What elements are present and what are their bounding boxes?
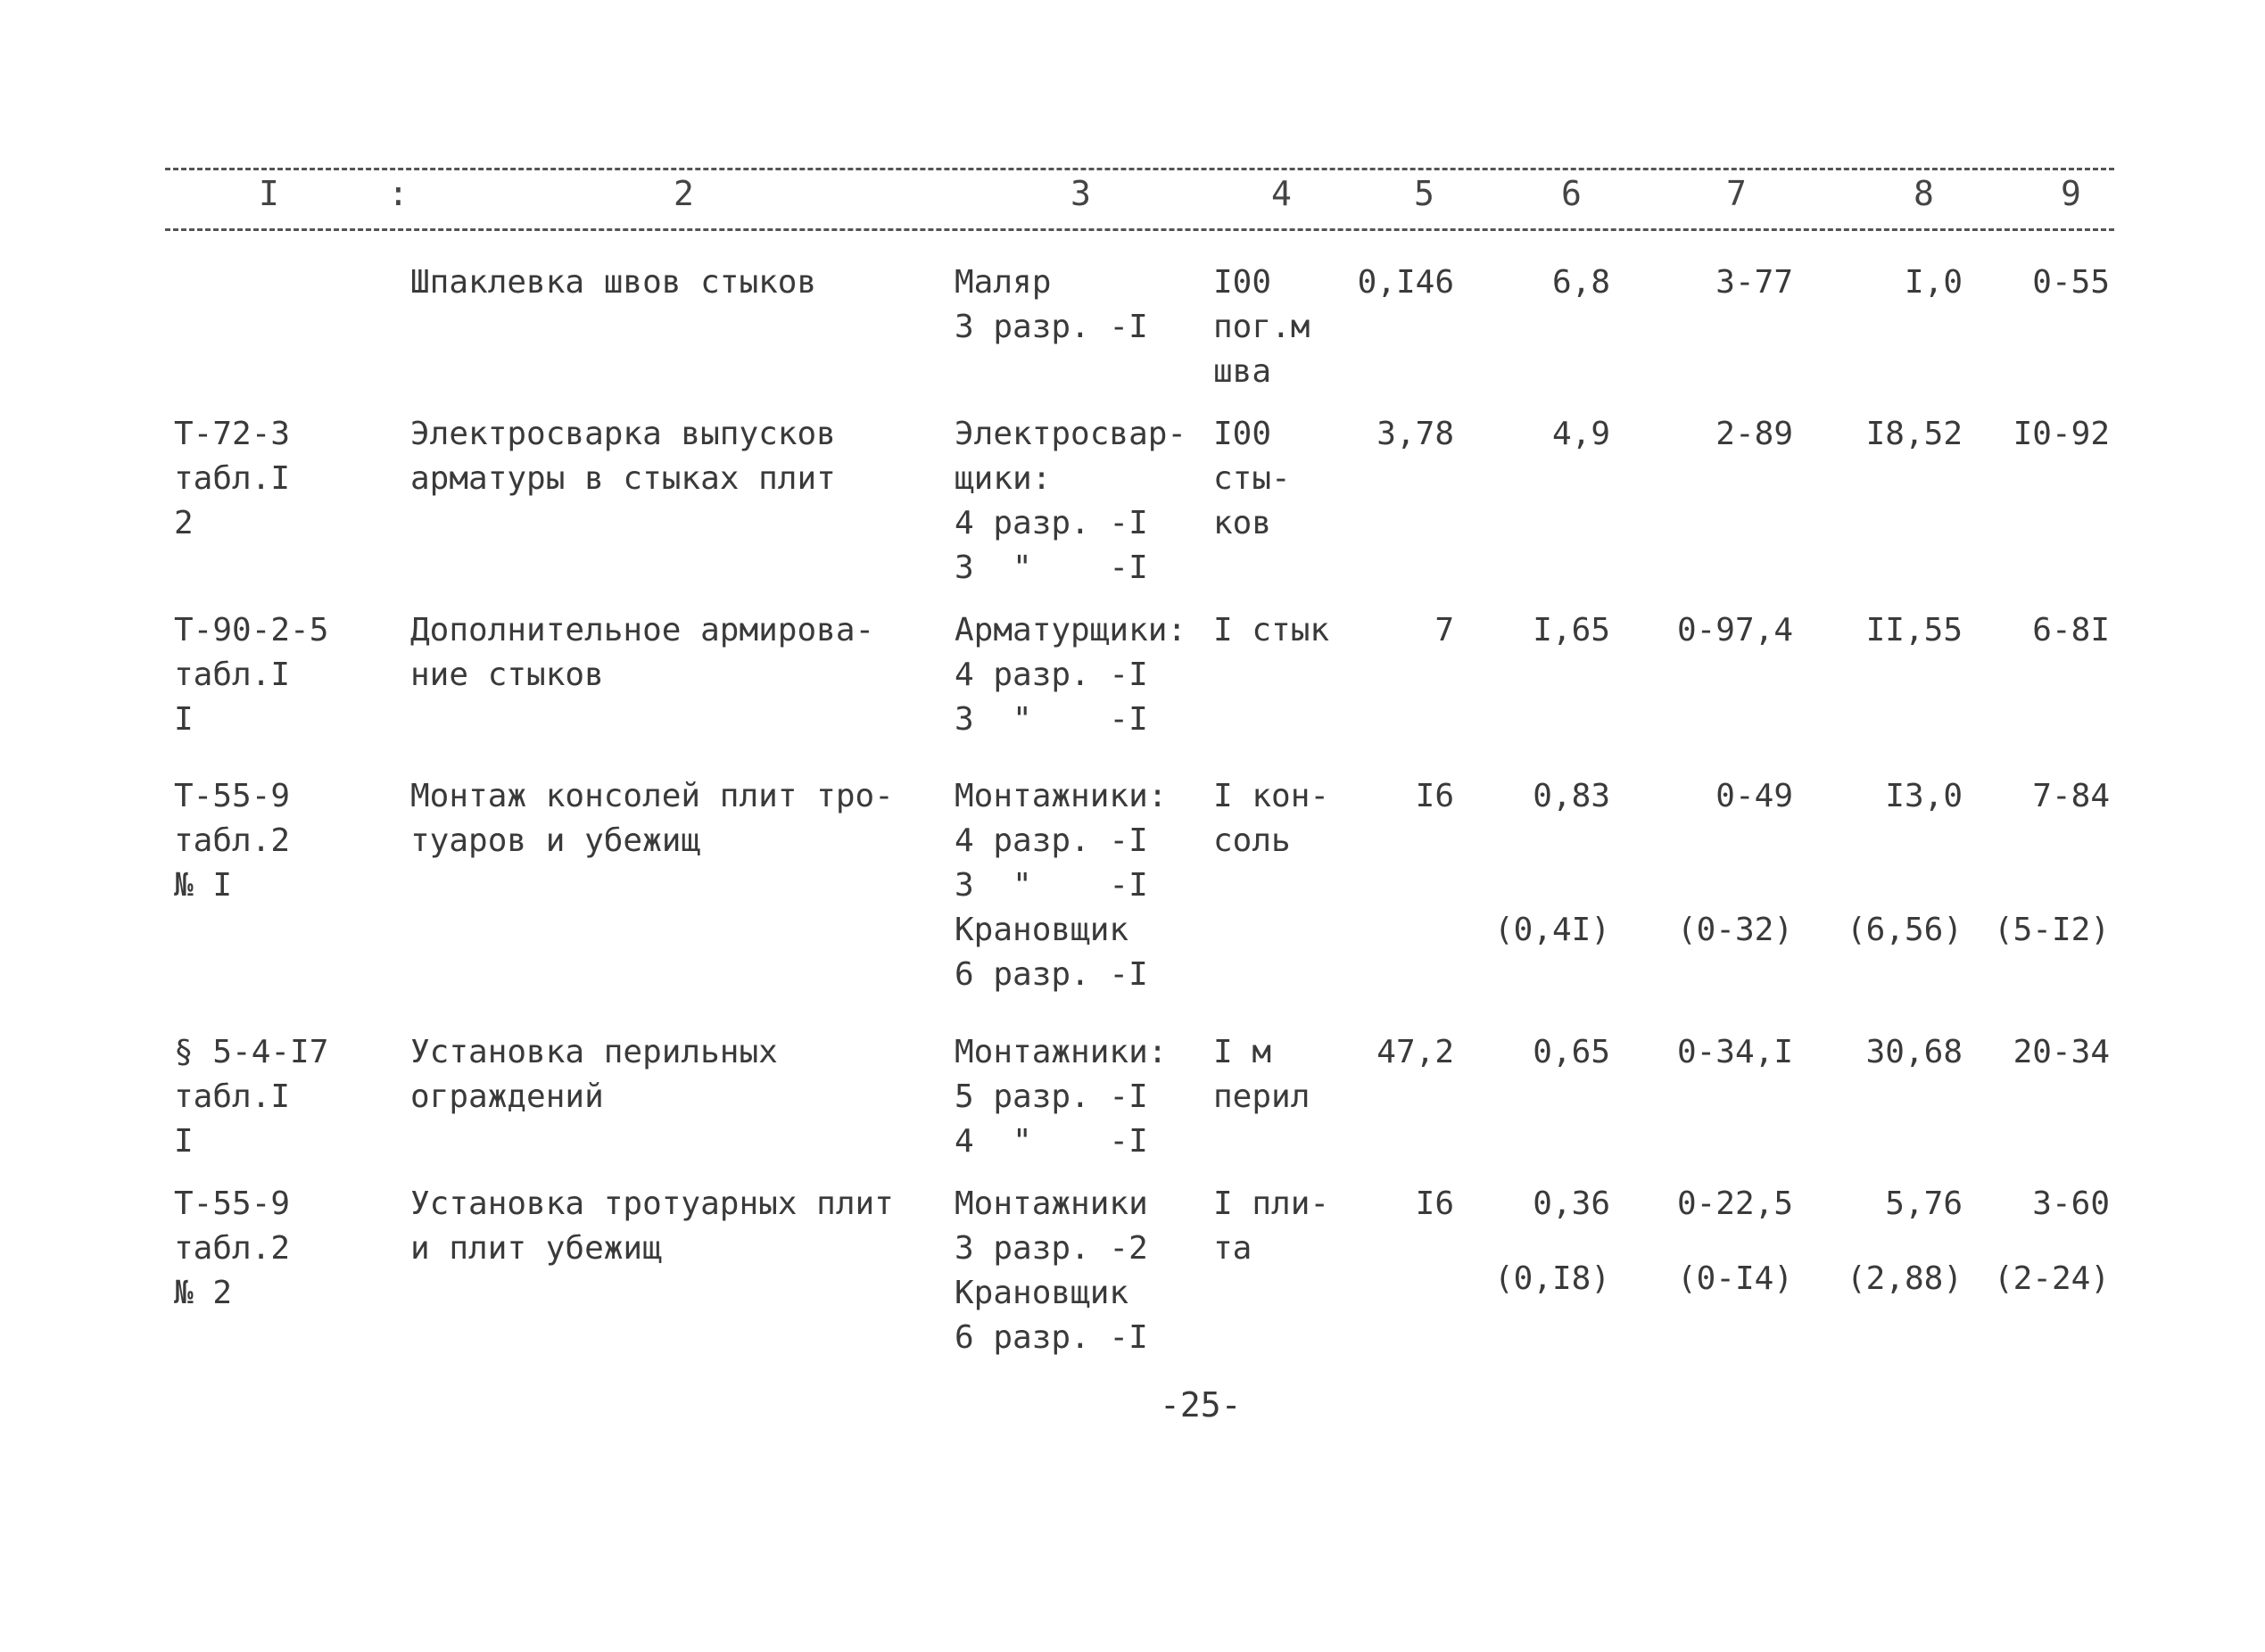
cell-col6-line: 0,36 <box>1533 1185 1610 1222</box>
cell-col9 <box>2013 1030 2110 1075</box>
header-top-rule <box>165 168 2114 170</box>
cell-ref-line: табл.I <box>174 657 291 693</box>
cell-workers-line: Крановщик <box>955 1275 1129 1311</box>
cell-ref-line: I <box>174 701 194 738</box>
cell-col6-line: I,65 <box>1533 612 1610 648</box>
cell-unit <box>1213 774 1329 863</box>
cell-col5-line: 47,2 <box>1376 1034 1454 1070</box>
cell-workers-line: Маляр <box>955 264 1052 301</box>
cell-ref <box>174 412 290 546</box>
cell-col8-line: I8,52 <box>1865 416 1963 452</box>
cell-work-line: Дополнительное армирова- <box>410 612 875 648</box>
cell-col6 <box>1494 774 1610 953</box>
cell-col5-line: 0,I46 <box>1357 264 1454 301</box>
cell-col7 <box>1677 1182 1793 1301</box>
cell-col8-line: (2,88) <box>1846 1260 1963 1297</box>
cell-unit-line: I пли- <box>1213 1185 1330 1222</box>
cell-col6-line: 4,9 <box>1551 416 1610 452</box>
cell-unit-line: I стык <box>1213 612 1330 648</box>
cell-work <box>410 260 816 305</box>
cell-col9 <box>2032 260 2110 305</box>
cell-col6 <box>1552 412 1610 457</box>
cell-workers-line: Монтажники: <box>955 1034 1168 1070</box>
cell-workers-line: Монтажники <box>955 1185 1148 1222</box>
header-col-3: 3 <box>1071 174 1091 213</box>
cell-unit-line: сты- <box>1213 460 1291 497</box>
header-col-2: 2 <box>674 174 694 213</box>
cell-col5-line: 7 <box>1434 612 1454 648</box>
cell-unit-line: перил <box>1213 1078 1310 1115</box>
cell-workers <box>955 260 1148 350</box>
cell-ref-line: № I <box>174 867 233 904</box>
cell-col5-line: I6 <box>1415 1185 1454 1222</box>
cell-workers-line: 5 разр. -I <box>955 1078 1148 1115</box>
cell-workers <box>955 1030 1167 1164</box>
cell-col8 <box>1905 260 1963 305</box>
cell-col5 <box>1434 608 1454 653</box>
cell-col8 <box>1847 1182 1963 1301</box>
cell-col8-line: 30,68 <box>1865 1034 1963 1070</box>
header-col-6: 6 <box>1561 174 1582 213</box>
cell-col9-line: (5-I2) <box>1993 912 2110 948</box>
header-col-4: 4 <box>1271 174 1292 213</box>
cell-col8-line: 5,76 <box>1885 1185 1963 1222</box>
cell-unit-line: I00 <box>1213 416 1272 452</box>
cell-col5 <box>1358 260 1454 305</box>
header-col-sep: : <box>388 174 409 213</box>
cell-col5 <box>1376 1030 1454 1075</box>
cell-col6 <box>1552 260 1610 305</box>
cell-col6-line: 0,83 <box>1533 778 1610 814</box>
cell-col9-line: I0-92 <box>2013 416 2110 452</box>
cell-col7 <box>1715 260 1793 305</box>
cell-ref-line: табл.I <box>174 460 291 497</box>
cell-unit <box>1213 1182 1329 1271</box>
cell-col9 <box>1994 1182 2110 1301</box>
cell-col8-line: II,55 <box>1865 612 1963 648</box>
cell-workers <box>955 412 1186 591</box>
cell-ref-line: § 5-4-I7 <box>174 1034 329 1070</box>
cell-col9-line: 6-8I <box>2032 612 2110 648</box>
cell-unit-line: та <box>1213 1230 1252 1267</box>
cell-workers-line: Электросвар- <box>955 416 1187 452</box>
cell-work <box>410 412 836 501</box>
cell-ref-line: I <box>174 1123 194 1160</box>
cell-work-line: туаров и убежищ <box>410 822 701 859</box>
cell-col6 <box>1533 608 1610 653</box>
cell-col9 <box>2032 608 2110 653</box>
cell-workers-line: щики: <box>955 460 1052 497</box>
cell-col7-line: 0-22,5 <box>1676 1185 1793 1222</box>
cell-work-line: арматуры в стыках плит <box>410 460 836 497</box>
cell-ref <box>174 1030 328 1164</box>
cell-col6-line: (0,I8) <box>1493 1260 1610 1297</box>
cell-col8 <box>1866 608 1963 653</box>
cell-workers-line: 6 разр. -I <box>955 1319 1148 1356</box>
cell-workers-line: 4 разр. -I <box>955 822 1148 859</box>
cell-workers-line: Крановщик <box>955 912 1129 948</box>
cell-col7-line: (0-I4) <box>1676 1260 1793 1297</box>
cell-ref-line: Т-55-9 <box>174 1185 291 1222</box>
cell-unit <box>1213 1030 1310 1119</box>
cell-unit-line: шва <box>1213 353 1272 390</box>
cell-work-line: Электросварка выпусков <box>410 416 836 452</box>
cell-unit-line: соль <box>1213 822 1291 859</box>
cell-col6 <box>1533 1030 1610 1075</box>
cell-work <box>410 1030 778 1119</box>
cell-col7 <box>1715 412 1793 457</box>
cell-col7-line: 0-49 <box>1715 778 1793 814</box>
cell-ref <box>174 608 328 742</box>
cell-col6 <box>1494 1182 1610 1301</box>
cell-col5 <box>1376 412 1454 457</box>
cell-col7-line: (0-32) <box>1676 912 1793 948</box>
cell-col8 <box>1866 412 1963 457</box>
cell-workers-line: 3 " -I <box>955 867 1148 904</box>
cell-col7-line: 3-77 <box>1715 264 1793 301</box>
cell-work-line: ние стыков <box>410 657 604 693</box>
cell-col7-line: 2-89 <box>1715 416 1793 452</box>
cell-work-line: Установка перильных <box>410 1034 778 1070</box>
page-number: -25- <box>1160 1385 1242 1425</box>
cell-ref-line: табл.I <box>174 1078 291 1115</box>
cell-workers-line: 4 разр. -I <box>955 657 1148 693</box>
cell-ref-line: табл.2 <box>174 1230 291 1267</box>
cell-col8-line: I,0 <box>1904 264 1963 301</box>
cell-col7 <box>1677 1030 1793 1075</box>
cell-work <box>410 774 894 863</box>
cell-col7 <box>1677 608 1793 653</box>
cell-workers-line: 4 " -I <box>955 1123 1148 1160</box>
cell-ref-line: Т-72-3 <box>174 416 291 452</box>
cell-col8 <box>1866 1030 1963 1075</box>
header-col-9: 9 <box>2061 174 2081 213</box>
cell-workers-line: 3 разр. -I <box>955 309 1148 345</box>
cell-col8-line: I3,0 <box>1885 778 1963 814</box>
cell-workers <box>955 608 1186 742</box>
cell-col6-line: (0,4I) <box>1493 912 1610 948</box>
cell-col6-line: 6,8 <box>1551 264 1610 301</box>
cell-col6-line: 0,65 <box>1533 1034 1610 1070</box>
cell-unit-line: I00 <box>1213 264 1272 301</box>
cell-workers-line: 4 разр. -I <box>955 505 1148 541</box>
cell-col9-line: 3-60 <box>2032 1185 2110 1222</box>
cell-unit-line: пог.м <box>1213 309 1310 345</box>
cell-ref-line: табл.2 <box>174 822 291 859</box>
cell-workers-line: 3 разр. -2 <box>955 1230 1148 1267</box>
cell-workers-line: 3 " -I <box>955 549 1148 586</box>
cell-ref <box>174 774 290 908</box>
cell-col9-line: 0-55 <box>2032 264 2110 301</box>
header-bottom-rule <box>165 228 2114 231</box>
cell-col9 <box>2013 412 2110 457</box>
cell-work-line: Установка тротуарных плит <box>410 1185 894 1222</box>
cell-unit <box>1213 412 1291 546</box>
cell-col8-line: (6,56) <box>1846 912 1963 948</box>
cell-col5 <box>1416 774 1454 819</box>
cell-unit <box>1213 260 1310 394</box>
cell-workers-line: 6 разр. -I <box>955 956 1148 993</box>
cell-col9-line: (2-24) <box>1993 1260 2110 1297</box>
cell-unit-line: I кон- <box>1213 778 1330 814</box>
cell-work-line: ограждений <box>410 1078 604 1115</box>
cell-col7-line: 0-34,I <box>1676 1034 1793 1070</box>
cell-col5-line: 3,78 <box>1376 416 1454 452</box>
cell-workers <box>955 774 1167 997</box>
cell-workers-line: Арматурщики: <box>955 612 1187 648</box>
cell-ref-line: Т-55-9 <box>174 778 291 814</box>
cell-ref-line: № 2 <box>174 1275 233 1311</box>
header-col-1: I <box>259 174 279 213</box>
cell-col9 <box>1994 774 2110 953</box>
cell-work-line: и плит убежищ <box>410 1230 662 1267</box>
cell-col9-line: 20-34 <box>2013 1034 2110 1070</box>
cell-ref <box>174 1182 290 1316</box>
cell-col5-line: I6 <box>1415 778 1454 814</box>
cell-unit <box>1213 608 1329 653</box>
cell-work-line: Шпаклевка швов стыков <box>410 264 817 301</box>
cell-workers <box>955 1182 1148 1360</box>
header-col-5: 5 <box>1414 174 1434 213</box>
cell-col9-line: 7-84 <box>2032 778 2110 814</box>
cell-col5 <box>1416 1182 1454 1227</box>
cell-work <box>410 608 874 698</box>
cell-col8 <box>1847 774 1963 953</box>
header-col-7: 7 <box>1726 174 1747 213</box>
cell-work <box>410 1182 894 1271</box>
cell-col7 <box>1677 774 1793 953</box>
cell-unit-line: I м <box>1213 1034 1272 1070</box>
cell-col7-line: 0-97,4 <box>1676 612 1793 648</box>
cell-ref-line: 2 <box>174 505 194 541</box>
cell-work-line: Монтаж консолей плит тро- <box>410 778 894 814</box>
cell-workers-line: 3 " -I <box>955 701 1148 738</box>
cell-unit-line: ков <box>1213 505 1272 541</box>
cell-workers-line: Монтажники: <box>955 778 1168 814</box>
cell-ref-line: Т-90-2-5 <box>174 612 329 648</box>
header-col-8: 8 <box>1914 174 1934 213</box>
